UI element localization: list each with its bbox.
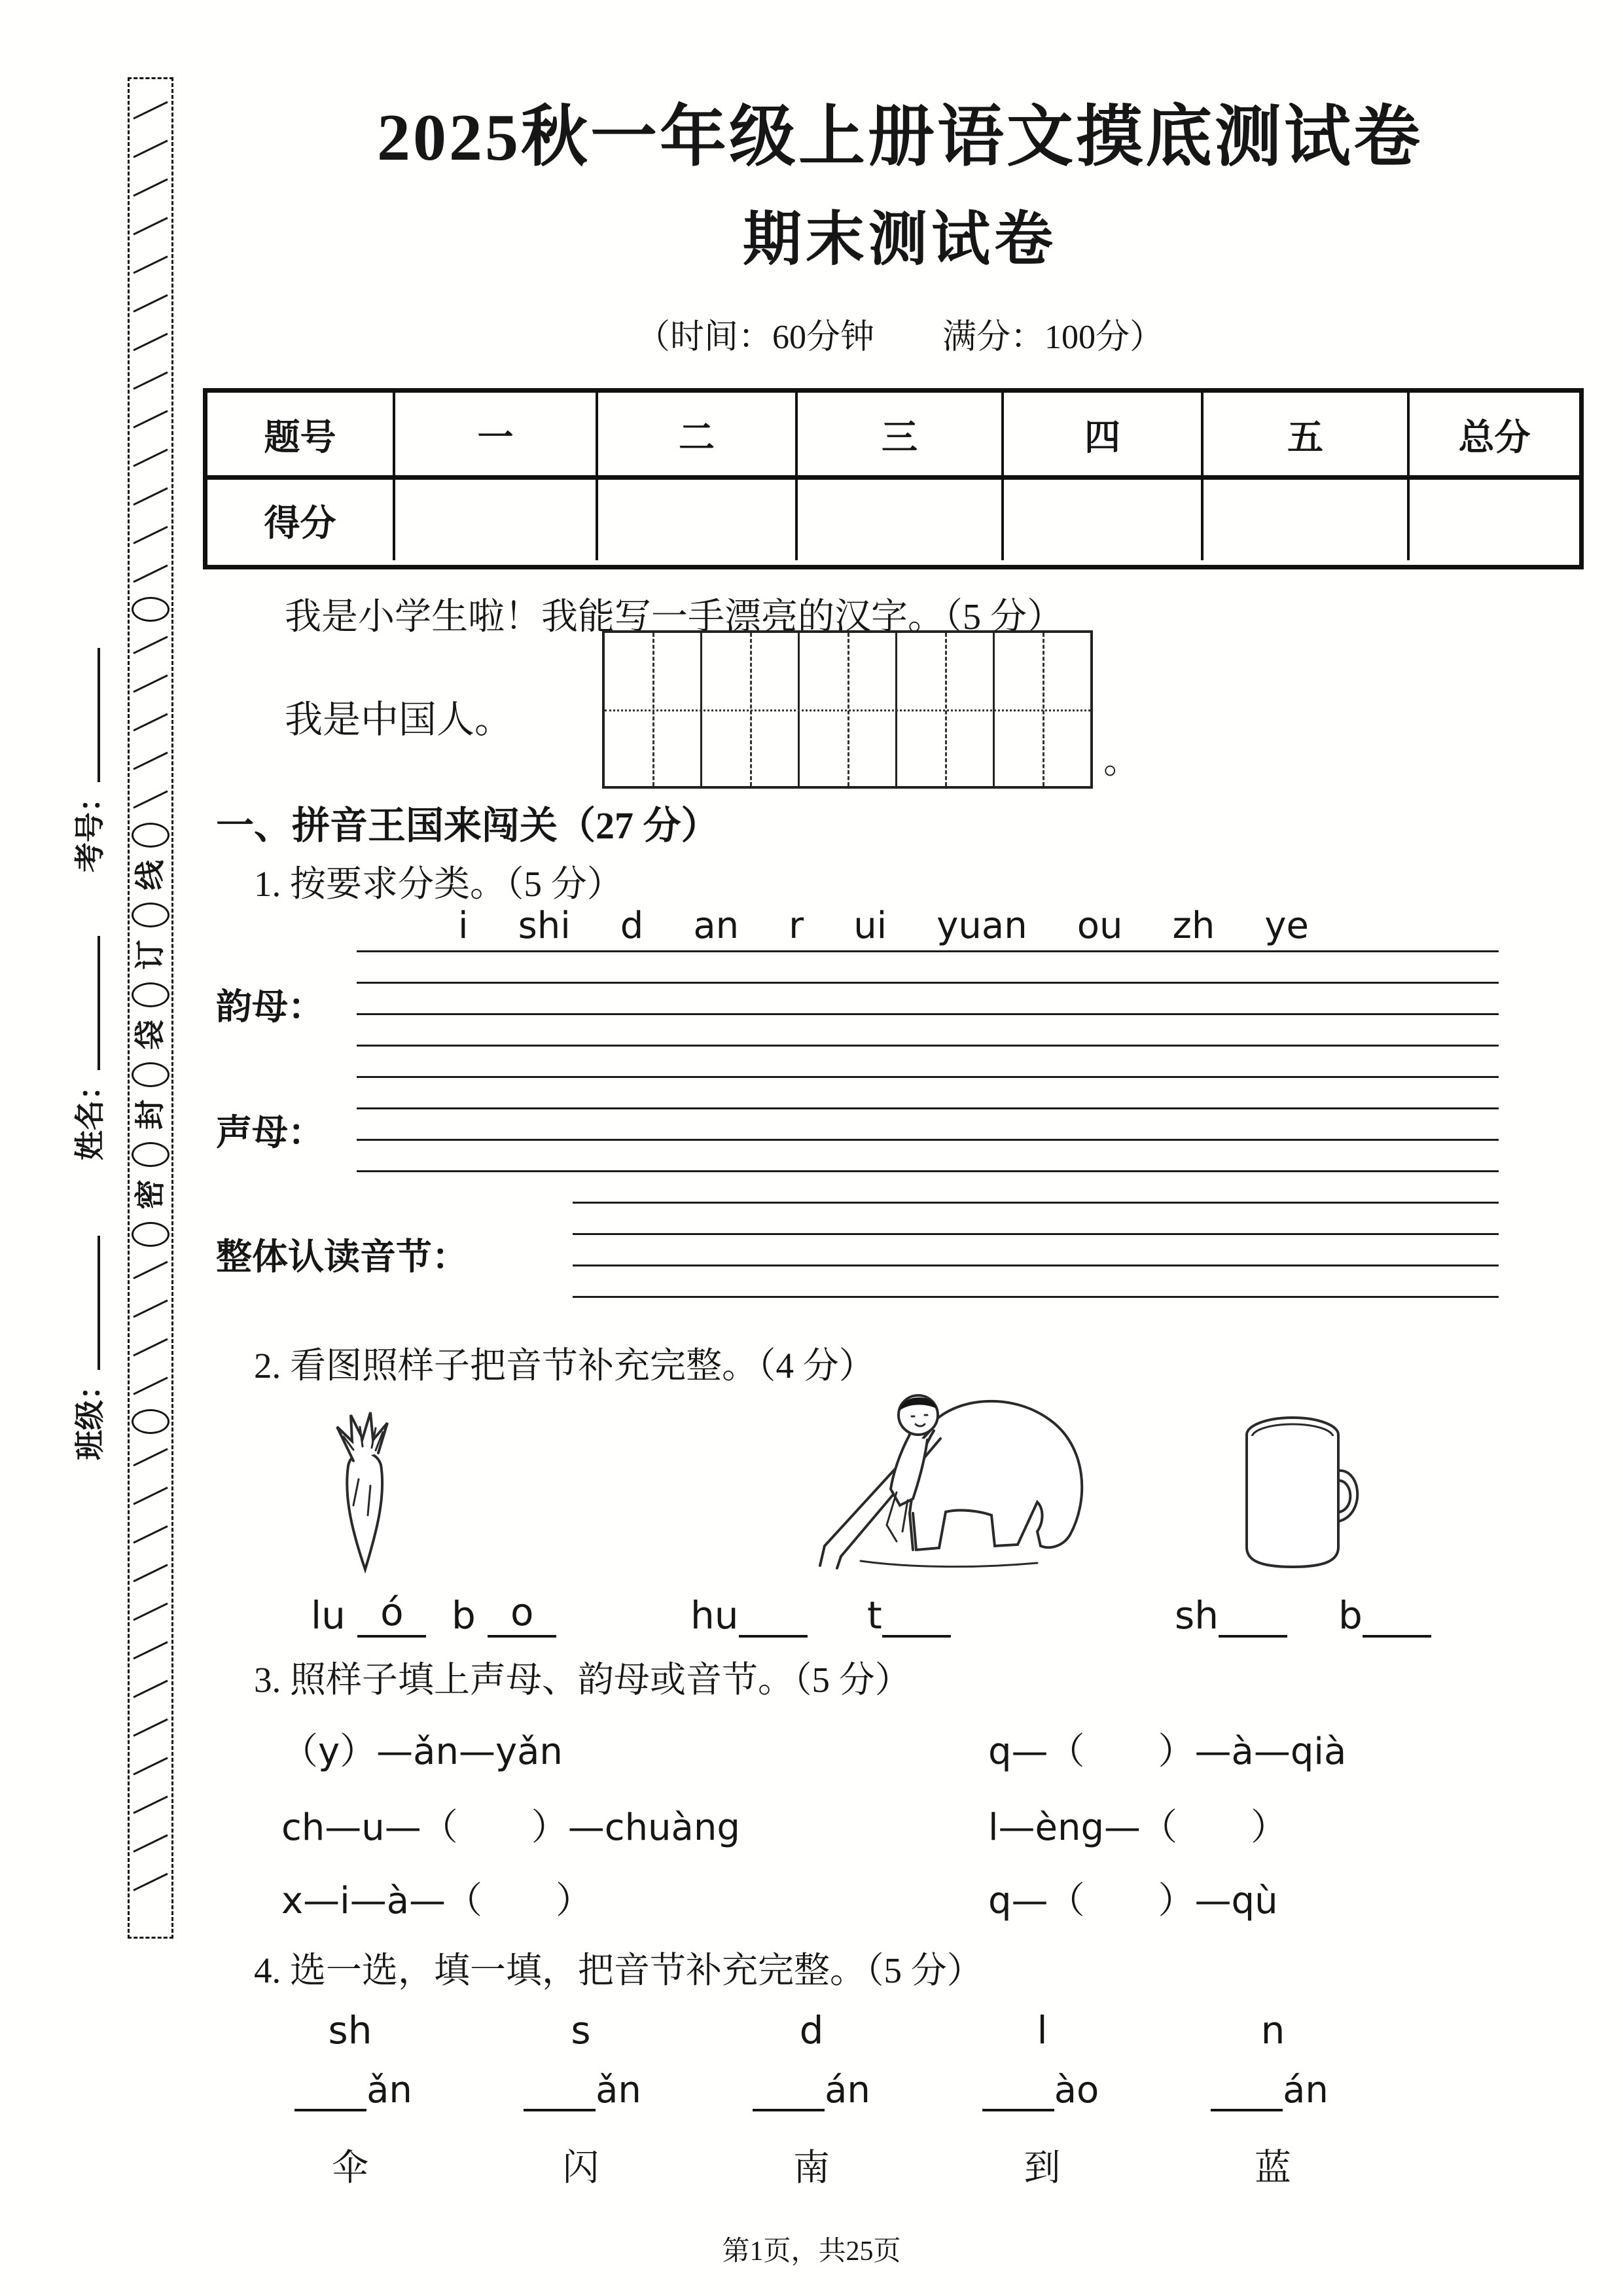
intro-sentence: 我是小学生啦！我能写一手漂亮的汉字。（5 分） xyxy=(285,597,1063,637)
score-cell-empty xyxy=(1201,480,1407,560)
seal-character: 密 xyxy=(134,1179,167,1210)
page-title: 2025秋一年级上册语文摸底测试卷 xyxy=(377,101,1423,175)
pinyin-item: yuan xyxy=(936,905,1027,947)
seal-character: 封 xyxy=(134,1100,167,1130)
answer-blank xyxy=(1363,1589,1431,1638)
seal-circle xyxy=(132,1409,169,1434)
q4-option: sh xyxy=(328,2008,372,2053)
q3-item: ch—u—（ ）—chuàng xyxy=(281,1806,740,1849)
seal-slash xyxy=(133,751,168,770)
seal-slash xyxy=(133,713,168,731)
score-table-header: 题号 xyxy=(207,393,393,480)
seal-slash xyxy=(133,410,168,428)
initials-answer-lines xyxy=(357,1076,1499,1173)
answer-blank xyxy=(1211,2067,1283,2111)
seal-circle xyxy=(132,823,169,848)
question1-label: 1. 按要求分类。（5 分） xyxy=(254,864,623,904)
q2-answer-group: sh xyxy=(1175,1589,1287,1638)
seal-circle xyxy=(132,1222,169,1247)
exam-number-label xyxy=(71,648,110,897)
answer-blank xyxy=(524,2067,596,2111)
seal-slash xyxy=(133,1338,168,1356)
q4-options-row xyxy=(301,2008,1322,2053)
q3-item: x—i—à—（ ） xyxy=(281,1880,593,1922)
seal-slash xyxy=(133,139,168,158)
seal-slash xyxy=(133,1834,168,1852)
seal-slash xyxy=(133,487,168,505)
seal-character: 袋 xyxy=(134,1020,167,1050)
name-label xyxy=(71,936,110,1194)
class-text: 班级： xyxy=(73,1370,107,1460)
score-cell-empty xyxy=(1001,480,1201,560)
seal-slash xyxy=(133,217,168,235)
answer-blank xyxy=(753,2067,825,2111)
writing-cell xyxy=(800,633,897,786)
seal-slash xyxy=(133,1795,168,1814)
seal-character: 订 xyxy=(134,940,167,970)
q2-answer-group: b o xyxy=(452,1589,556,1638)
pinyin-item: ui xyxy=(853,905,887,947)
seal-slash xyxy=(133,1564,168,1582)
finals-answer-lines xyxy=(357,950,1499,1047)
writing-cell xyxy=(702,633,800,786)
score-cell-empty xyxy=(393,480,596,560)
initials-group-label: 声母： xyxy=(216,1113,325,1153)
q3-item: l—èng—（ ） xyxy=(988,1806,1288,1849)
pinyin-item: shi xyxy=(518,905,571,947)
pinyin-item: i xyxy=(458,905,469,947)
writing-cell xyxy=(897,633,995,786)
q4-characters-row xyxy=(301,2139,1322,2191)
seal-slash xyxy=(133,255,168,274)
seal-slash xyxy=(133,636,168,654)
q3-item: q—（ ）—qù xyxy=(988,1880,1278,1922)
time-score-line: （时间：60分钟 满分：100分） xyxy=(635,319,1164,356)
q4-character: 南 xyxy=(793,2148,830,2189)
q2-answer-group: t xyxy=(867,1589,951,1638)
pinyin-sort-list xyxy=(458,905,1309,947)
answer-blank: o xyxy=(488,1589,556,1638)
seal-slash xyxy=(133,1486,168,1505)
score-cell-empty xyxy=(795,480,1001,560)
page-subtitle: 期末测试卷 xyxy=(743,207,1057,272)
score-table-header: 总分 xyxy=(1407,393,1579,480)
seal-circle xyxy=(132,982,169,1007)
answer-blank xyxy=(294,2067,366,2111)
seal-character: 线 xyxy=(134,860,167,890)
radish-illustration xyxy=(308,1401,422,1574)
seal-slash xyxy=(133,1679,168,1698)
writing-cell xyxy=(605,633,702,786)
q2-answer-group: lu ó xyxy=(311,1589,426,1638)
seal-slash xyxy=(133,1873,168,1891)
q4-blanks-row xyxy=(281,2067,1342,2111)
q3-item: （y）—ǎn—yǎn xyxy=(281,1731,563,1773)
sentence-period: 。 xyxy=(1103,741,1140,781)
score-table xyxy=(203,388,1584,569)
score-table-header: 三 xyxy=(795,393,1001,480)
answer-blank xyxy=(739,1589,808,1638)
q4-option: d xyxy=(799,2008,824,2053)
exam-number-blank xyxy=(73,648,100,782)
q2-answer-group: b xyxy=(1338,1589,1431,1638)
name-text: 姓名： xyxy=(73,1070,107,1160)
seal-slash xyxy=(133,1299,168,1318)
seal-slash xyxy=(133,790,168,808)
question3-label: 3. 照样子填上声母、韵母或音节。（5 分） xyxy=(254,1660,911,1700)
pinyin-item: zh xyxy=(1172,905,1215,947)
q4-option: l xyxy=(1037,2008,1048,2053)
answer-blank xyxy=(982,2067,1054,2111)
seal-circle xyxy=(132,903,169,927)
seal-slash xyxy=(133,564,168,583)
seal-slash xyxy=(133,1376,168,1395)
q4-blank-group: ǎn xyxy=(281,2067,425,2111)
q2-answer-group: hu xyxy=(690,1589,808,1638)
score-row-label: 得分 xyxy=(264,503,336,543)
pinyin-item: an xyxy=(693,905,740,947)
q4-option: n xyxy=(1260,2008,1285,2053)
q4-character: 伞 xyxy=(332,2148,368,2189)
score-table-header: 五 xyxy=(1201,393,1407,480)
seal-slash xyxy=(133,101,168,119)
mug-illustration xyxy=(1227,1408,1368,1572)
whole-syllables-answer-lines xyxy=(573,1202,1499,1299)
seal-slash xyxy=(133,674,168,692)
answer-blank: ó xyxy=(357,1589,426,1638)
page-footer: 第1页，共25页 xyxy=(722,2236,901,2267)
seal-circle xyxy=(132,1142,169,1167)
pinyin-item: r xyxy=(789,905,804,947)
seal-slash xyxy=(133,1261,168,1279)
writing-cell xyxy=(995,633,1090,786)
score-cell-empty xyxy=(596,480,795,560)
question4-label: 4. 选一选，填一填，把音节补充完整。（5 分） xyxy=(254,1950,983,1990)
pinyin-item: ye xyxy=(1264,905,1309,947)
seal-slash xyxy=(133,178,168,196)
seal-circle xyxy=(132,1062,169,1087)
section-heading: 一、拼音王国来闯关（27 分） xyxy=(216,804,719,847)
q4-character: 闪 xyxy=(562,2148,599,2189)
name-blank xyxy=(73,936,100,1070)
q4-blank-group: án xyxy=(740,2067,883,2111)
character-writing-grid xyxy=(602,630,1093,789)
class-blank xyxy=(73,1236,100,1370)
question2-label: 2. 看图照样子把音节补充完整。（4 分） xyxy=(254,1346,875,1386)
class-label xyxy=(71,1236,110,1478)
seal-slash xyxy=(133,526,168,544)
seal-slash xyxy=(133,1525,168,1543)
seal-slash xyxy=(133,294,168,312)
score-table-header: 二 xyxy=(596,393,795,480)
score-cell-empty xyxy=(1407,480,1579,560)
seal-slash xyxy=(133,448,168,467)
pinyin-item: ou xyxy=(1077,905,1123,947)
q4-character: 到 xyxy=(1024,2148,1061,2189)
q4-blank-group: án xyxy=(1198,2067,1342,2111)
seal-circle xyxy=(132,597,169,622)
seal-slash xyxy=(133,1718,168,1736)
copy-sentence: 我是中国人。 xyxy=(285,698,513,741)
seal-slash xyxy=(133,1448,168,1466)
q4-blank-group: ào xyxy=(969,2067,1113,2111)
seal-slash xyxy=(133,371,168,389)
seal-slash xyxy=(133,1757,168,1775)
whole-syllables-group-label: 整体认读音节： xyxy=(216,1237,469,1277)
answer-blank xyxy=(882,1589,951,1638)
q4-character: 蓝 xyxy=(1255,2148,1291,2189)
pinyin-item: d xyxy=(620,905,644,947)
score-table-header: 一 xyxy=(393,393,596,480)
q4-blank-group: ǎn xyxy=(510,2067,654,2111)
slide-illustration xyxy=(762,1374,1119,1571)
q4-option: s xyxy=(571,2008,591,2053)
answer-blank xyxy=(1219,1589,1287,1638)
q3-item: q—（ ）—à—qià xyxy=(988,1731,1347,1773)
finals-group-label: 韵母： xyxy=(216,987,325,1027)
seal-slash xyxy=(133,332,168,351)
exam-number-text: 考号： xyxy=(73,782,107,872)
score-table-header: 四 xyxy=(1001,393,1201,480)
